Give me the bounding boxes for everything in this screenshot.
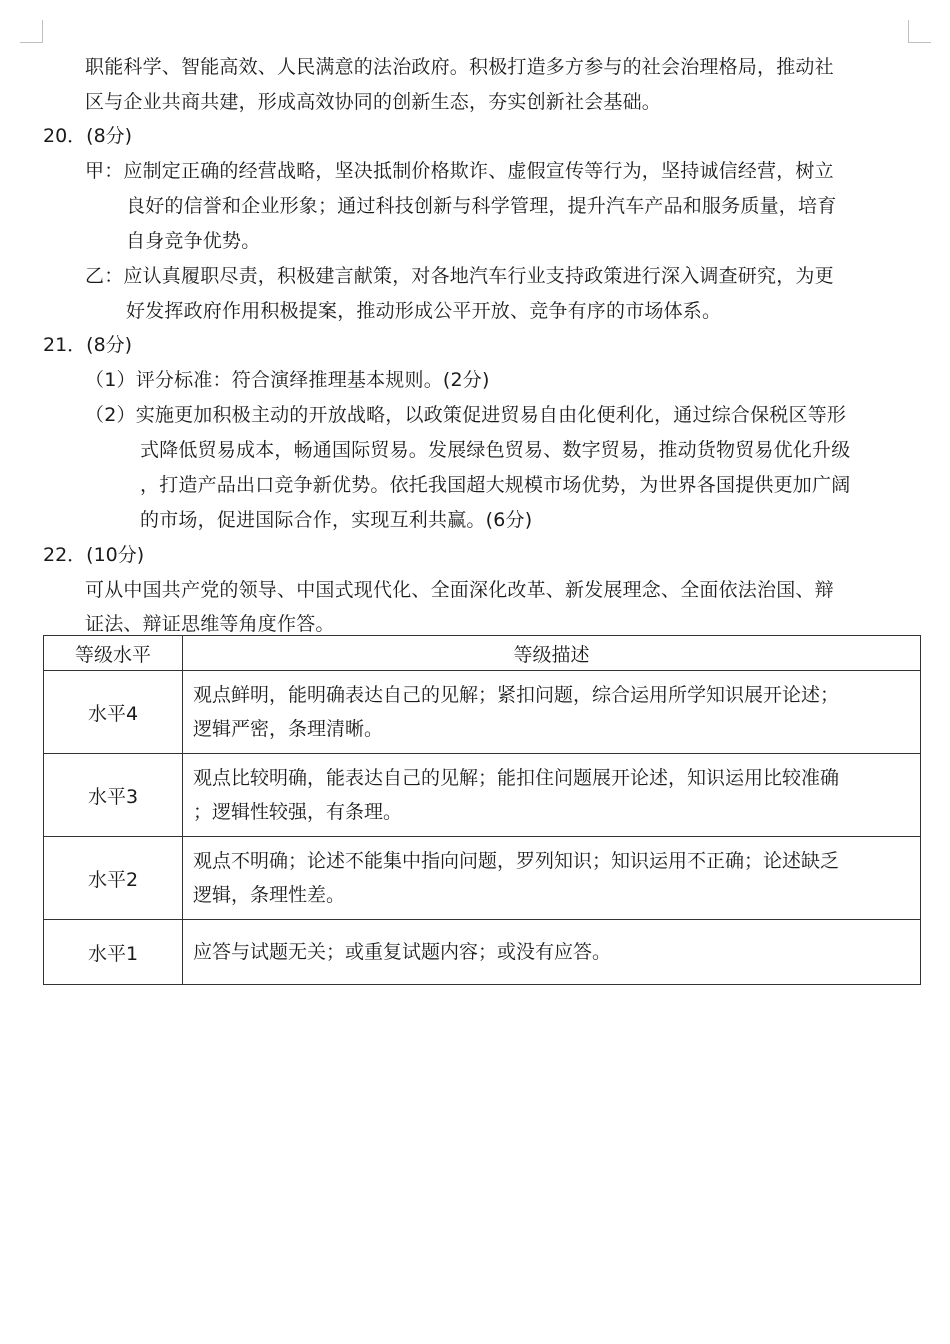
- question-21-number: 21．(8分): [43, 334, 133, 356]
- page-corner-mark-top-left: [20, 20, 43, 43]
- table-header-row: [44, 636, 921, 671]
- q21-part-2-line-1: （2）实施更加积极主动的开放战略，以政策促进贸易自由化便利化，通过综合保税区等形: [85, 404, 847, 426]
- intro-line-1: 职能科学、智能高效、人民满意的法治政府。积极打造多方参与的社会治理格局，推动社: [85, 56, 834, 78]
- header-description: 等级描述: [183, 636, 921, 671]
- table-row: [44, 671, 921, 754]
- q21-part-1: （1）评分标准：符合演绎推理基本规则。(2分): [85, 369, 490, 391]
- description-line: ；逻辑性较强，有条理。: [193, 801, 403, 823]
- page-corner-mark-top-right: [908, 20, 931, 43]
- intro-line-2: 区与企业共商共建，形成高效协同的创新生态，夯实创新社会基础。: [85, 91, 662, 113]
- level-cell: 水平1: [44, 920, 183, 985]
- table-row: [44, 754, 921, 837]
- question-22-number: 22．(10分): [43, 544, 145, 566]
- q22-line-2: 证法、辩证思维等角度作答。: [85, 613, 335, 635]
- table-row: [44, 837, 921, 920]
- description-cell: [183, 920, 921, 985]
- q21-part-2-line-2: 式降低贸易成本，畅通国际贸易。发展绿色贸易、数字贸易，推动货物贸易优化升级: [140, 439, 851, 461]
- description-line: 逻辑严密，条理清晰。: [193, 718, 384, 740]
- level-cell: 水平3: [44, 754, 183, 837]
- description-line: 观点比较明确，能表达自己的见解；能扣住问题展开论述，知识运用比较准确: [193, 767, 840, 789]
- level-cell: 水平2: [44, 837, 183, 920]
- description-line: 应答与试题无关；或重复试题内容；或没有应答。: [193, 941, 612, 963]
- level-cell: 水平4: [44, 671, 183, 754]
- description-line: 观点鲜明，能明确表达自己的见解；紧扣问题，综合运用所学知识展开论述；: [193, 684, 840, 706]
- question-20-number: 20．(8分): [43, 125, 133, 147]
- q21-part-2-line-4: 的市场，促进国际合作，实现互利共赢。(6分): [140, 509, 533, 531]
- grading-rubric-table: [43, 635, 921, 985]
- description-cell: [183, 837, 921, 920]
- description-line: 逻辑，条理性差。: [193, 884, 346, 906]
- description-line: 观点不明确；论述不能集中指向问题，罗列知识；知识运用不正确；论述缺乏: [193, 850, 840, 872]
- q20-yi-line-2: 好发挥政府作用积极提案，推动形成公平开放、竞争有序的市场体系。: [126, 300, 722, 322]
- header-level: 等级水平: [44, 636, 183, 671]
- q20-jia-line-1: 甲：应制定正确的经营战略，坚决抵制价格欺诈、虚假宣传等行为，坚持诚信经营，树立: [85, 160, 834, 182]
- table-row: [44, 920, 921, 985]
- q21-part-2-line-3: ，打造产品出口竞争新优势。依托我国超大规模市场优势，为世界各国提供更加广阔: [140, 474, 851, 496]
- description-cell: [183, 671, 921, 754]
- q22-line-1: 可从中国共产党的领导、中国式现代化、全面深化改革、新发展理念、全面依法治国、辩: [85, 579, 834, 601]
- q20-jia-line-3: 自身竞争优势。: [126, 230, 261, 252]
- q20-yi-line-1: 乙：应认真履职尽责，积极建言献策，对各地汽车行业支持政策进行深入调查研究，为更: [85, 265, 834, 287]
- description-cell: [183, 754, 921, 837]
- q20-jia-line-2: 良好的信誉和企业形象；通过科技创新与科学管理，提升汽车产品和服务质量，培育: [126, 195, 837, 217]
